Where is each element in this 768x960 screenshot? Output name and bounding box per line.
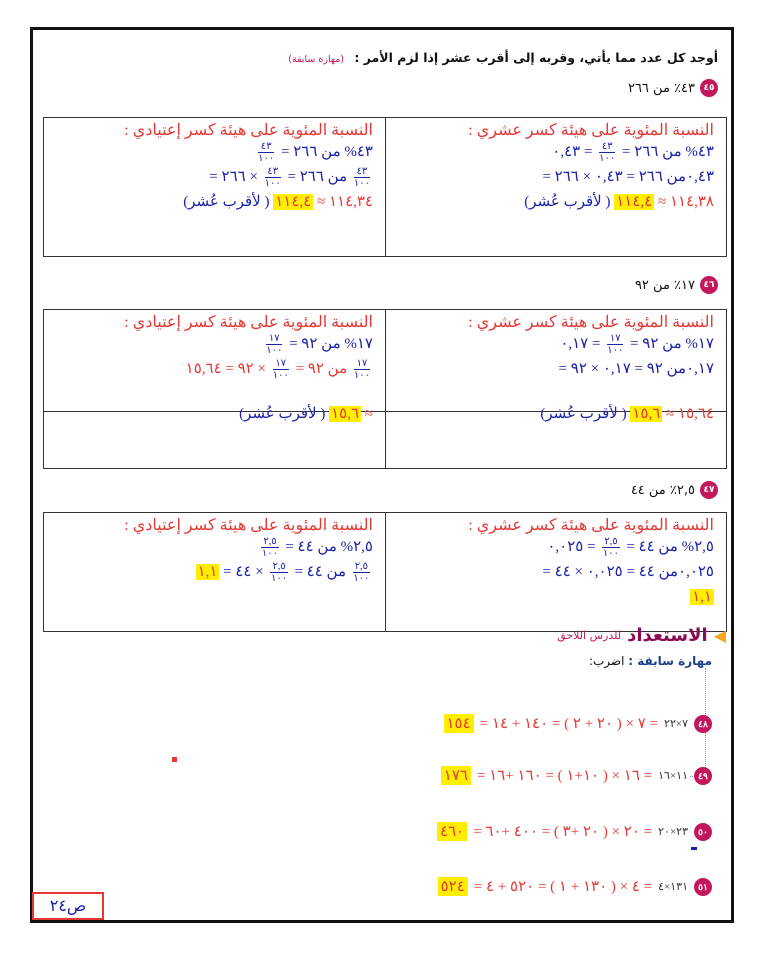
highlighted-answer: ١١٤,٤ <box>616 194 653 210</box>
highlighted-answer: ١١٤,٤ <box>275 194 312 210</box>
fraction-title: النسبة المئوية على هيئة كسر إعتيادي : <box>124 314 373 331</box>
highlighted-answer: ١٥,٦ <box>331 406 360 422</box>
page-number-label: ص٢٤ <box>32 892 104 920</box>
fraction-line-3: ≈ ١٥,٦ ( لأقرب عُشر) <box>239 406 373 422</box>
fraction: $\frac{٢,٥}{١٠٠}$ <box>602 536 620 560</box>
fraction-method <box>44 118 385 256</box>
problem-number-badge: ٥٠ <box>694 823 712 841</box>
problem-number-badge: ٤٥ <box>700 79 718 97</box>
instruction-text: أوجد كل عدد مما يأتي، وقربه إلى أقرب عشر إذا لزم الأمر : <box>354 50 718 65</box>
skill-line <box>589 654 712 668</box>
preparation-sub: للدرس اللاحق <box>557 629 622 642</box>
fraction-line-3: ١١٤,٣٤ ≈ ١١٤,٤ ( لأقرب عُشر) <box>183 194 373 210</box>
problem-45-box <box>43 117 727 257</box>
multiplication-question: ٢٣×٢٠ <box>658 826 688 838</box>
fraction: $\frac{٤٣}{١٠٠}$ <box>258 141 275 165</box>
problem-number-badge: ٤٩ <box>694 767 712 785</box>
decimal-title: النسبة المئوية على هيئة كسر عشري : <box>468 314 714 331</box>
highlighted-answer: ١,١ <box>692 589 712 605</box>
fraction-title: النسبة المئوية على هيئة كسر إعتيادي : <box>124 122 373 139</box>
multiplication-row <box>437 822 712 841</box>
decimal-line-1: ٤٣% من ٢٦٦ = $\frac{٤٣}{١٠٠}$ = ٠,٤٣ <box>552 141 714 165</box>
multiplication-row <box>444 714 713 733</box>
decimal-line-2: ٠,١٧من ٩٢ = ٠,١٧ × ٩٢ = <box>558 361 714 377</box>
multiplication-result: ١٥٤ <box>444 714 474 733</box>
skill-text: اضرب: <box>588 654 625 668</box>
fraction-line-1: ٤٣% من ٢٦٦ = $\frac{٤٣}{١٠٠}$ <box>258 141 373 165</box>
decimal-line-1: ٢,٥% من ٤٤ = $\frac{٢,٥}{١٠٠}$ = ٠,٠٢٥ <box>547 536 714 560</box>
fraction-method <box>44 310 385 468</box>
multiplication-result: ٥٢٤ <box>438 877 468 896</box>
decimal-line-2: ٠,٠٢٥من ٤٤ = ٠,٠٢٥ × ٤٤ = <box>542 564 714 580</box>
multiplication-question: ٧×٢٢ <box>664 718 688 730</box>
multiplication-question: ١٣١×٤ <box>658 881 688 893</box>
skill-label: مهارة سابقة : <box>628 654 712 668</box>
fraction-line-2: $\frac{٢,٥}{١٠٠}$ من ٤٤ = $\frac{٢,٥}{١٠٠}$ × ٤٤ = ١,١ <box>197 561 370 585</box>
decimal-title: النسبة المئوية على هيئة كسر عشري : <box>468 122 714 139</box>
instruction-tag: (مهارة سابقة) <box>288 54 345 65</box>
fraction-line-1: ٢,٥% من ٤٤ = $\frac{٢,٥}{١٠٠}$ <box>261 536 373 560</box>
fraction: $\frac{٤٣}{١٠٠}$ <box>599 141 616 165</box>
problem-number-badge: ٥١ <box>694 878 712 896</box>
problem-47-header <box>631 481 718 499</box>
multiplication-row <box>438 877 712 896</box>
decimal-line-2: ٠,٤٣من ٢٦٦ = ٠,٤٣ × ٢٦٦ = <box>542 169 714 185</box>
fraction: $\frac{٢,٥}{١٠٠}$ <box>271 561 288 585</box>
red-mark <box>172 757 177 762</box>
multiplication-work: = ٧ × ( ٢٠ + ٢ ) = ١٤٠ + ١٤ = <box>479 716 659 732</box>
fraction-line-2: $\frac{٤٣}{١٠٠}$ من ٢٦٦ = $\frac{٤٣}{١٠٠}$ × ٢٦٦ = <box>209 166 370 190</box>
problem-46-box <box>43 309 727 469</box>
multiplication-question: ١١×١٦ <box>658 770 688 782</box>
decimal-method <box>385 513 726 631</box>
fraction: $\frac{١٧}{١٠٠}$ <box>607 333 624 357</box>
fraction: $\frac{١٧}{١٠٠}$ <box>353 358 370 382</box>
decimal-method <box>385 310 726 468</box>
fraction: $\frac{١٧}{١٠٠}$ <box>272 358 289 382</box>
fraction-title: النسبة المئوية على هيئة كسر إعتيادي : <box>124 517 373 534</box>
fraction-method <box>44 513 385 631</box>
multiplication-work: = ٤ × ( ١٣٠ + ١ ) = ٥٢٠ + ٤ = <box>473 879 653 895</box>
multiplication-result: ١٧٦ <box>441 766 471 785</box>
fraction-line-2: $\frac{١٧}{١٠٠}$ من ٩٢ = $\frac{١٧}{١٠٠}$ × ٩٢ = ١٥,٦٤ <box>185 358 370 382</box>
instruction <box>288 50 718 65</box>
fraction: $\frac{٤٣}{١٠٠}$ <box>264 166 281 190</box>
multiplication-work: = ١٦ × ( ١٠+١ ) = ١٦٠ +١٦ = <box>476 768 653 784</box>
problem-statement: ١٧٪ من ٩٢ <box>634 277 695 293</box>
problem-46-header <box>635 276 718 294</box>
highlighted-answer: ١٥,٦ <box>632 406 661 422</box>
fraction-line-1: ١٧% من ٩٢ = $\frac{١٧}{١٠٠}$ <box>266 333 373 357</box>
decimal-method <box>385 118 726 256</box>
problem-statement: ٤٣٪ من ٢٦٦ <box>627 80 695 96</box>
multiplication-result: ٤٦٠ <box>437 822 467 841</box>
blue-mark <box>691 847 697 850</box>
problem-number-badge: ٤٨ <box>694 715 712 733</box>
preparation-main: الاستعداد <box>627 625 708 646</box>
problem-number-badge: ٤٦ <box>700 276 718 294</box>
decimal-line-3 <box>397 585 714 610</box>
problem-number-badge: ٤٧ <box>700 481 718 499</box>
fraction: $\frac{٢,٥}{١٠٠}$ <box>353 561 370 585</box>
problem-statement: ٢,٥٪ من ٤٤ <box>630 482 695 498</box>
problem-47-box <box>43 512 727 632</box>
decimal-title: النسبة المئوية على هيئة كسر عشري : <box>468 517 714 534</box>
fraction: $\frac{٤٣}{١٠٠}$ <box>353 166 370 190</box>
multiplication-work: = ٢٠ × ( ٢٠ +٣ ) = ٤٠٠ +٦٠ = <box>473 824 653 840</box>
highlighted-answer: ١,١ <box>197 564 218 580</box>
preparation-title <box>557 625 726 646</box>
arrow-left-icon: ◀ <box>713 626 726 645</box>
decimal-line-3: ١٥,٦٤ ≈ ١٥,٦ ( لأقرب عُشر) <box>540 406 714 422</box>
decimal-line-3: ١١٤,٣٨ ≈ ١١٤,٤ ( لأقرب عُشر) <box>524 194 714 210</box>
multiplication-row <box>441 766 712 785</box>
decimal-line-1: ١٧% من ٩٢ = $\frac{١٧}{١٠٠}$ = ٠,١٧ <box>560 333 714 357</box>
fraction: $\frac{١٧}{١٠٠}$ <box>266 333 283 357</box>
problem-45-header <box>628 79 718 97</box>
fraction: $\frac{٢,٥}{١٠٠}$ <box>261 536 279 560</box>
